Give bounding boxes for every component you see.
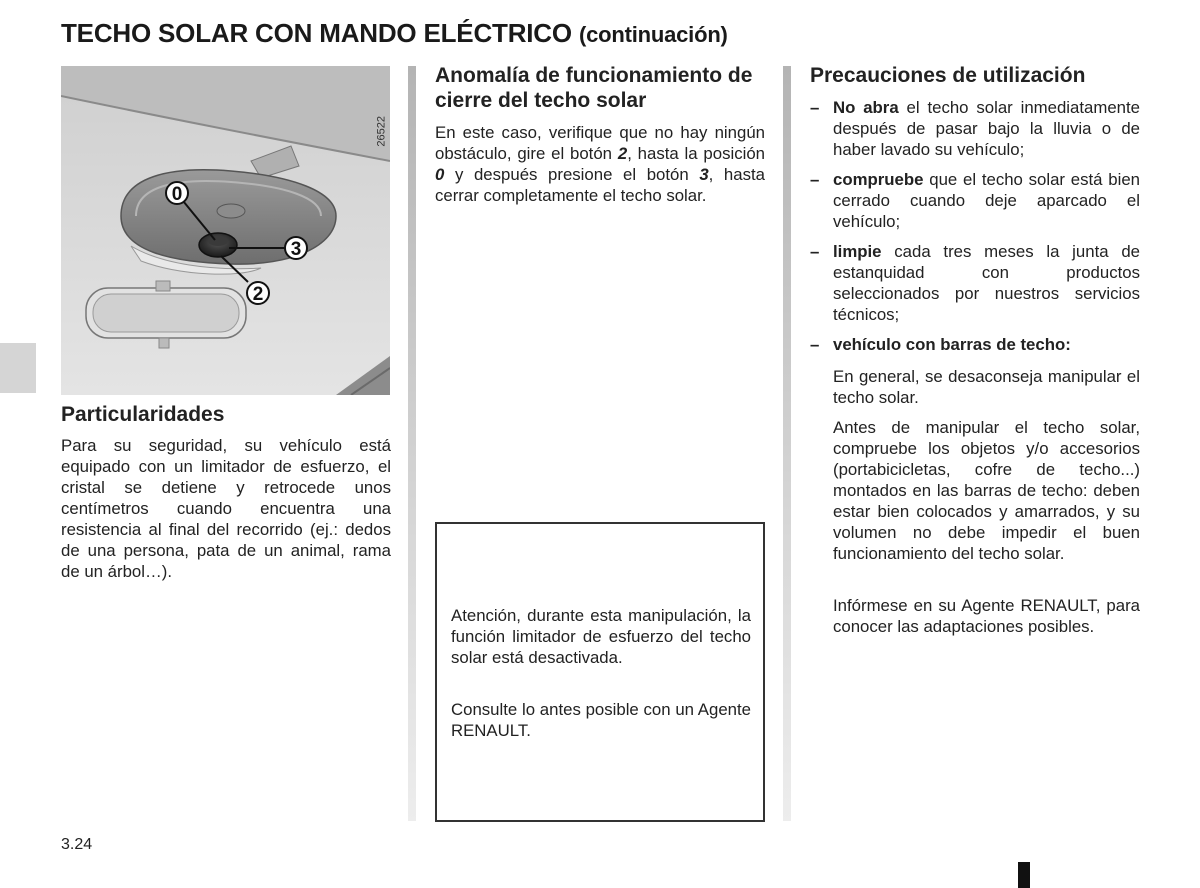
- precaution-item: [810, 169, 1140, 232]
- precaution-bold: limpie: [833, 242, 882, 261]
- precaution-text: [833, 334, 1140, 355]
- roof-bars-para-1: En general, se desaconseja manipular el techo solar.: [833, 367, 1140, 407]
- roof-bars-para-3: Infórmese en su Agente RENAULT, para conocer las adaptaciones posibles.: [833, 596, 1140, 636]
- button-ref-2: 2: [617, 144, 628, 163]
- anomalia-section: [435, 63, 765, 113]
- bullet-dash: –: [810, 98, 820, 117]
- bullet-dash: –: [810, 170, 820, 189]
- sunroof-control-illustration: [61, 66, 390, 395]
- column-divider-right: [783, 66, 791, 821]
- particularidades-text: Para su seguridad, su vehículo está equipado con un limitador de esfuerzo, el cristal se detiene y retrocede unos centímetros cuando encuentra una resistencia al final del recorrido (ej.: dedos de una persona, pata de un animal, rama de un árbol…).: [61, 436, 391, 581]
- precaution-rest: que el techo solar está bien cerrado cuando deje aparcado el vehículo;: [833, 170, 1140, 231]
- anomalia-heading: Anomalía de funcionamiento de cierre del techo solar: [435, 64, 753, 112]
- particularidades-heading: Particularidades: [61, 403, 225, 426]
- precaution-text: [833, 169, 1140, 232]
- precauciones-section: [810, 63, 1140, 88]
- anomalia-text: [435, 122, 765, 206]
- bullet-dash: –: [810, 335, 820, 354]
- precaution-item: [810, 334, 1140, 355]
- particularidades-section: [61, 402, 391, 427]
- page-edge-marker: [1018, 862, 1030, 888]
- anomalia-text-part3: y después presione el botón: [444, 165, 700, 184]
- position-ref-0: 0: [435, 165, 445, 184]
- page-number: 3.24: [61, 836, 93, 853]
- precaution-text: [833, 97, 1140, 160]
- precauciones-heading: Precauciones de utilización: [810, 64, 1086, 87]
- bullet-dash: –: [810, 242, 820, 261]
- warning-text-1: Atención, durante esta manipulación, la función limitador de esfuerzo del techo solar está desactivada.: [451, 606, 751, 667]
- precaution-bold: compruebe: [833, 170, 924, 189]
- precaution-rest: el techo solar inmediatamente después de pasar bajo la lluvia o de haber lavado su vehículo;: [833, 98, 1141, 159]
- callout-0: 0: [171, 184, 183, 205]
- page-title-subtitle: (continuación): [578, 22, 728, 47]
- callout-2: 2: [252, 284, 264, 305]
- precaution-bold: vehículo con barras de techo:: [833, 335, 1071, 354]
- column-divider-left: [408, 66, 416, 821]
- anomalia-text-part1: En este caso, verifique que no hay ningún obstáculo, gire el botón: [435, 123, 765, 163]
- anomalia-text-part4: , hasta cerrar completamente el techo solar.: [435, 165, 765, 205]
- precaution-item: [810, 241, 1140, 325]
- callout-3: 3: [290, 239, 302, 260]
- precaution-rest: cada tres meses la junta de estanquidad con productos seleccionados por nuestros servicios técnicos;: [833, 242, 1140, 324]
- anomalia-text-part2: , hasta la posición: [627, 144, 766, 163]
- precaution-item: [810, 97, 1140, 160]
- warning-text-2: Consulte lo antes posible con un Agente RENAULT.: [451, 700, 751, 740]
- sunroof-drawing: [61, 66, 390, 395]
- precaution-text: [833, 241, 1140, 325]
- chapter-tab: [0, 343, 36, 393]
- precaution-bold: No abra: [833, 98, 899, 117]
- page-title: [61, 18, 728, 49]
- warning-box: [435, 522, 765, 822]
- button-ref-3: 3: [699, 165, 709, 184]
- figure-code: 26522: [376, 116, 388, 147]
- page-title-main: TECHO SOLAR CON MANDO ELÉCTRICO: [61, 18, 572, 48]
- anomalia-body: [435, 122, 765, 206]
- roof-bars-para-2: Antes de manipular el techo solar, compruebe los objetos y/o accesorios (portabicicletas, cofre de techo...) montados en las barras de techo: deben estar bien colocados y amarrados, y su volumen no debe impedir el buen funcionamiento del techo solar.: [833, 418, 1140, 563]
- particularidades-body: [61, 435, 391, 582]
